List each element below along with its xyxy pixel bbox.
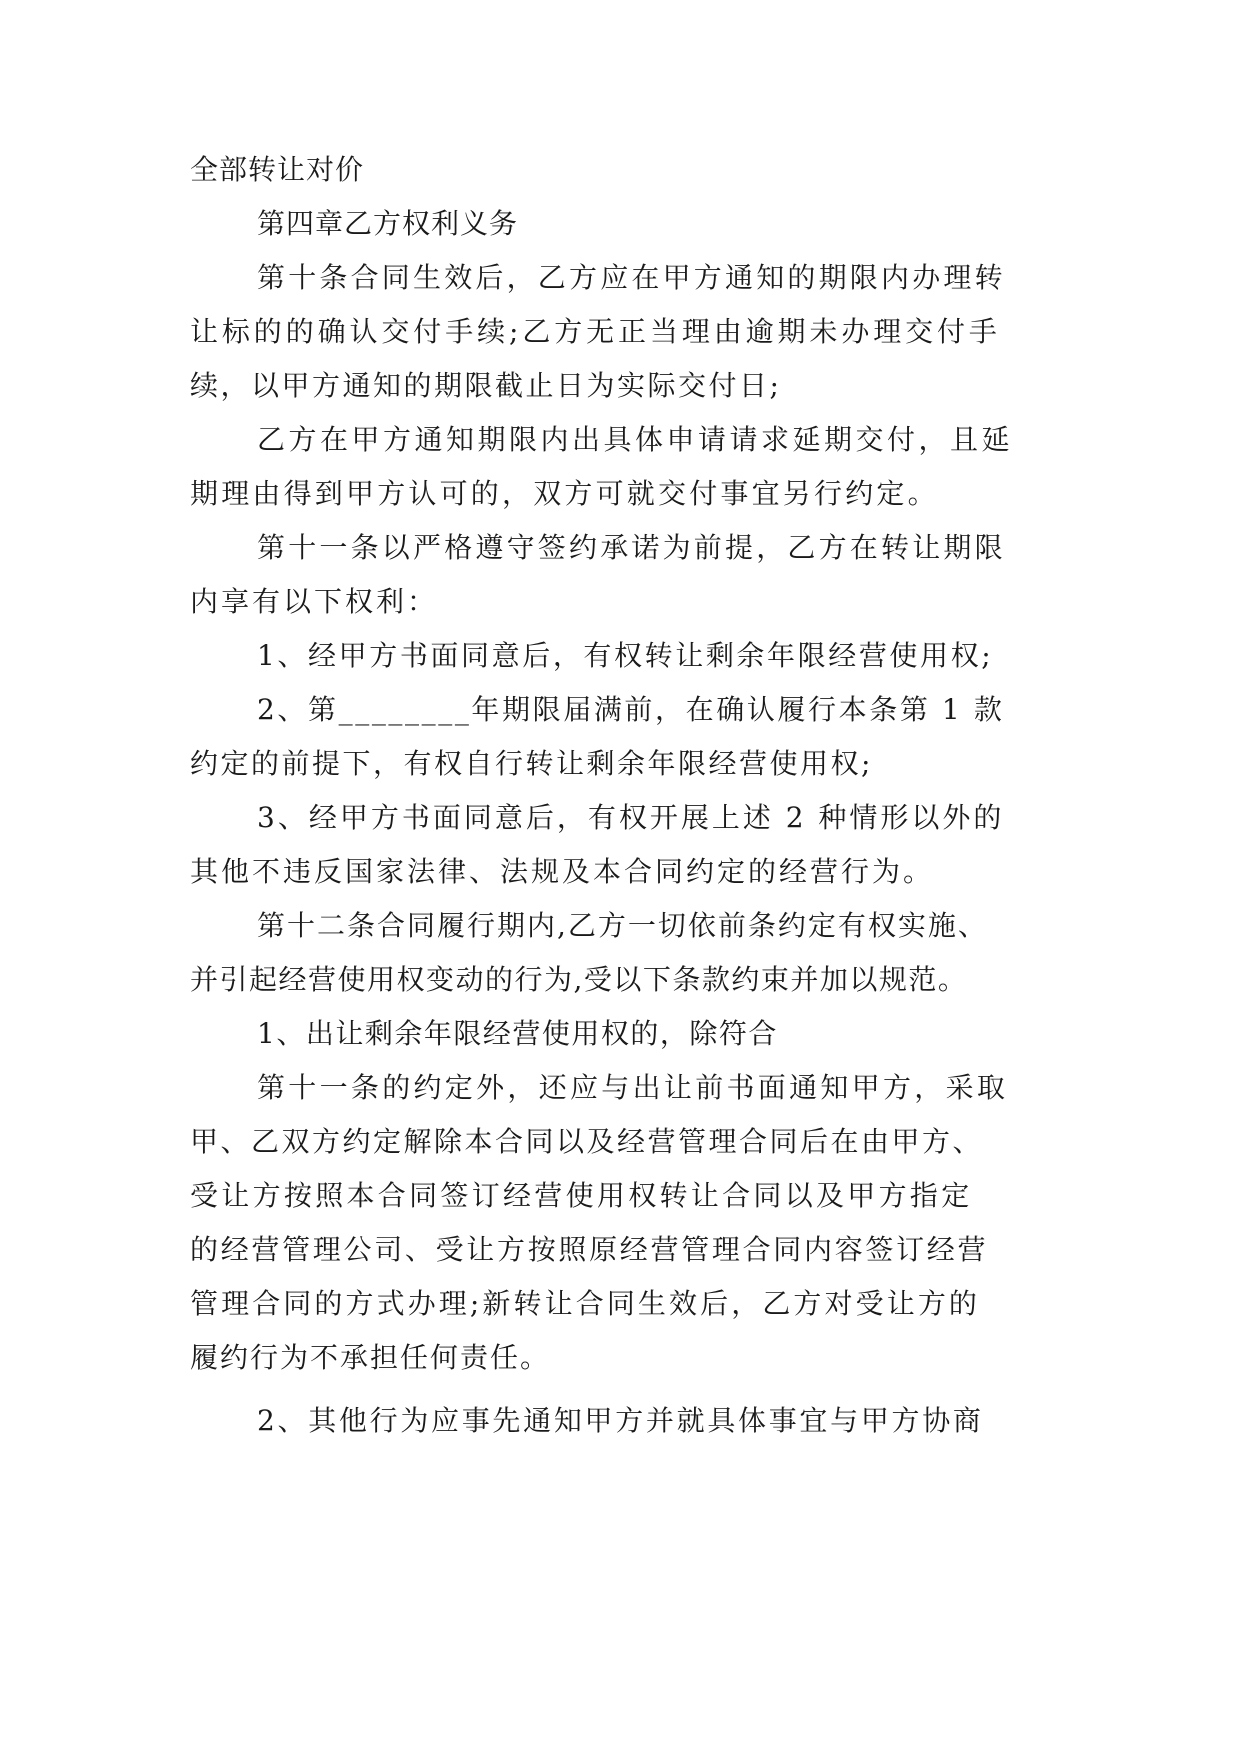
text-line: 的经营管理公司、受让方按照原经营管理合同内容签订经营 <box>190 1233 989 1266</box>
text-line: 全部转让对价 <box>190 153 365 186</box>
text-line: 期理由得到甲方认可的，双方可就交付事宜另行约定。 <box>190 477 939 510</box>
text-line: 乙方在甲方通知期限内出具体申请请求延期交付，且延 <box>257 423 1014 456</box>
text-line: 管理合同的方式办理;新转让合同生效后，乙方对受让方的 <box>190 1287 981 1320</box>
section-heading: 第四章乙方权利义务 <box>257 207 519 240</box>
text-line: 第十条合同生效后，乙方应在甲方通知的期限内办理转 <box>257 261 1006 294</box>
text-line: 甲、乙双方约定解除本合同以及经营管理合同后在由甲方、 <box>190 1125 984 1158</box>
text-line: 约定的前提下，有权自行转让剩余年限经营使用权; <box>190 747 873 780</box>
text-line: 内享有以下权利： <box>190 585 439 618</box>
text-line: 让标的的确认交付手续;乙方无正当理由逾期未办理交付手 <box>190 315 1001 348</box>
list-item: 2、其他行为应事先通知甲方并就具体事宜与甲方协商 <box>257 1404 984 1437</box>
text-line: 履约行为不承担任何责任。 <box>190 1341 551 1374</box>
text-line: 受让方按照本合同签订经营使用权转让合同以及甲方指定 <box>190 1179 973 1212</box>
text-line: 第十二条合同履行期内,乙方一切依前条约定有权实施、 <box>257 909 988 942</box>
list-item: 3、经甲方书面同意后，有权开展上述 2 种情形以外的 <box>257 801 1005 834</box>
text-line: 第十一条的约定外，还应与出让前书面通知甲方，采取 <box>257 1071 1009 1104</box>
list-item: 1、出让剩余年限经营使用权的，除符合 <box>257 1017 778 1050</box>
text-line: 其他不违反国家法律、法规及本合同约定的经营行为。 <box>190 855 935 888</box>
text-line: 并引起经营使用权变动的行为,受以下条款约束并加以规范。 <box>190 963 968 996</box>
list-item: 1、经甲方书面同意后，有权转让剩余年限经营使用权; <box>257 639 994 672</box>
text-line: 第十一条以严格遵守签约承诺为前提，乙方在转让期限 <box>257 531 1006 564</box>
text-line: 续，以甲方通知的期限截止日为实际交付日; <box>190 369 782 402</box>
list-item: 2、第________年期限届满前，在确认履行本条第 1 款 <box>257 693 1005 726</box>
